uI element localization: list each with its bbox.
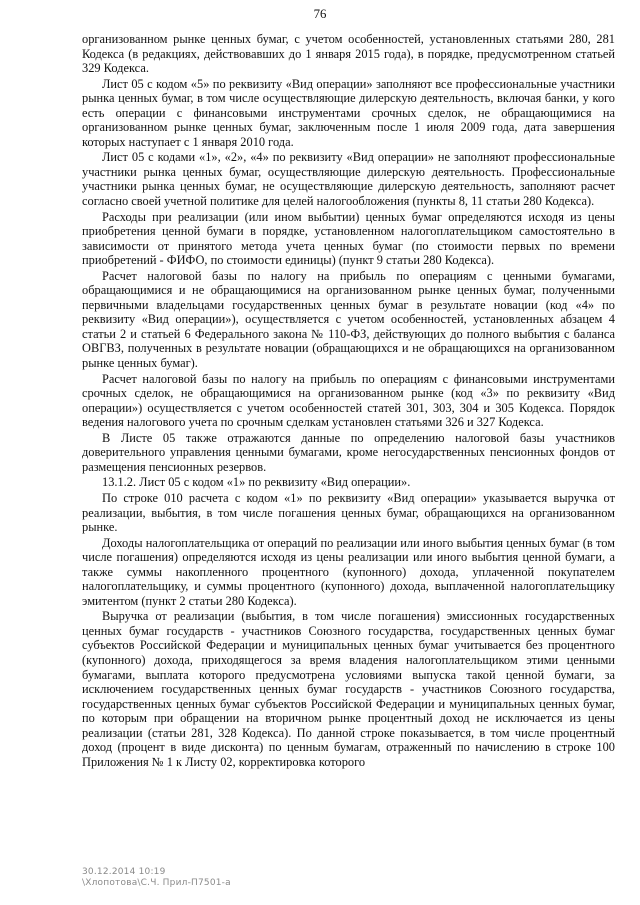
paragraph: По строке 010 расчета с кодом «1» по реквизиту «Вид операции» указывается выручка от реализации, выбытия, в том числе погашения ценных бумаг, обращающихся на организованном рынке.	[82, 490, 615, 535]
print-stamp	[82, 867, 231, 889]
paragraph: В Листе 05 также отражаются данные по определению налоговой базы участников доверительного управления ценными бумагами, кроме негосударственных пенсионных фондов от размещения пенсионных резервов.	[82, 430, 615, 474]
paragraph: Лист 05 с кодом «5» по реквизиту «Вид операции» заполняют все профессиональные участники рынка ценных бумаг, в том числе осуществляющие дилерскую деятельность, включая банки, у кого есть операции с финансовыми инструментами срочных сделок, не обращающимися на организованном рынке ценных бумаг, заключенным после 1 июля 2009 года, дата завершения которых наступает с 1 января 2010 года.	[82, 76, 615, 149]
paragraph: Лист 05 с кодами «1», «2», «4» по реквизиту «Вид операции» не заполняют профессиональные участники рынка ценных бумаг, осуществляющие дилерскую деятельность. Профессиональные участники рынка ценных бумаг, не осуществляющие дилерскую деятельность, заполняют расчет согласно своей учетной политике для целей налогообложения (пункты 8, 11 статьи 280 Кодекса).	[82, 150, 615, 209]
paragraph: Расчет налоговой базы по налогу на прибыль по операциям с ценными бумагами, обращающимися и не обращающимися на организованном рынке ценных бумаг, полученными первичными владельцами государственных ценных бумаг в результате новации (код «4» по реквизиту «Вид операции»), осуществляется с учетом особенностей, установленных абзацем 4 статьи 2 и статьей 6 Федерального закона № 110-ФЗ, действующих до полного выбытия с баланса ОВГВЗ, полученных в результате новации (обращающихся и не обращающихся на организованном рынке ценных бумаг).	[82, 268, 615, 371]
paragraph: Выручка от реализации (выбытия, в том числе погашения) эмиссионных государственных ценных бумаг государств - участников Союзного государства, государственных ценных бумаг субъектов Российской Федерации и муниципальных ценных бумаг учитывается без процентного (купонного) дохода, приходящегося за время владения налогоплательщиком этими ценными бумагами, выплата которого предусмотрена условиями выпуска такой ценной бумаги, за исключением государственных ценных бумаг государств - участников Союзного государства, государственных ценных бумаг субъектов Российской Федерации и муниципальных ценных бумаг, по которым при обращении на вторичном рынке процентный доход не исключается из цены реализации (статьи 281, 328 Кодекса). По данной строке показывается, в том числе процентный доход (процент в виде дисконта) по ценным бумагам, отраженный по начислению в строке 100 Приложения № 1 к Листу 02, корректировка которого	[82, 609, 615, 769]
paragraph: организованном рынке ценных бумаг, с учетом особенностей, установленных статьями 280, 281 Кодекса (в редакциях, действовавших до 1 января 2015 года), в порядке, предусмотренном статьей 329 Кодекса.	[82, 32, 615, 76]
paragraph: Расходы при реализации (или ином выбытии) ценных бумаг определяются исходя из цены приобретения ценной бумаги в порядке, установленном налогоплательщиком самостоятельно в зависимости от принятого метода учета ценных бумаг (по стоимости первых по времени приобретений - ФИФО, по стоимости единицы) (пункт 9 статьи 280 Кодекса).	[82, 209, 615, 268]
stamp-date: 30.12.2014 10:19	[82, 867, 166, 877]
page-number: 76	[313, 7, 327, 21]
body-text	[82, 32, 615, 769]
paragraph: Расчет налоговой базы по налогу на прибыль по операциям с финансовыми инструментами срочных сделок, не обращающимися на организованном рынке (код «3» по реквизиту «Вид операции») осуществляется с учетом особенностей статей 301, 303, 304 и 305 Кодекса. Порядок ведения налогового учета по срочным сделкам установлен статьями 326 и 327 Кодекса.	[82, 371, 615, 430]
section-heading: 13.1.2. Лист 05 с кодом «1» по реквизиту «Вид операции».	[102, 475, 411, 490]
paragraph: Доходы налогоплательщика от операций по реализации или иного выбытия ценных бумаг (в том числе погашения) определяются исходя из цены реализации или иного выбытия ценной бумаги, а также суммы накопленного процентного (купонного) дохода, уплаченной покупателем налогоплательщику, и суммы процентного (купонного) дохода, выплаченной налогоплательщику эмитентом (пункт 2 статьи 280 Кодекса).	[82, 535, 615, 608]
stamp-file-path: \Хлопотова\С.Ч. Прил-П7501-а	[82, 878, 231, 888]
